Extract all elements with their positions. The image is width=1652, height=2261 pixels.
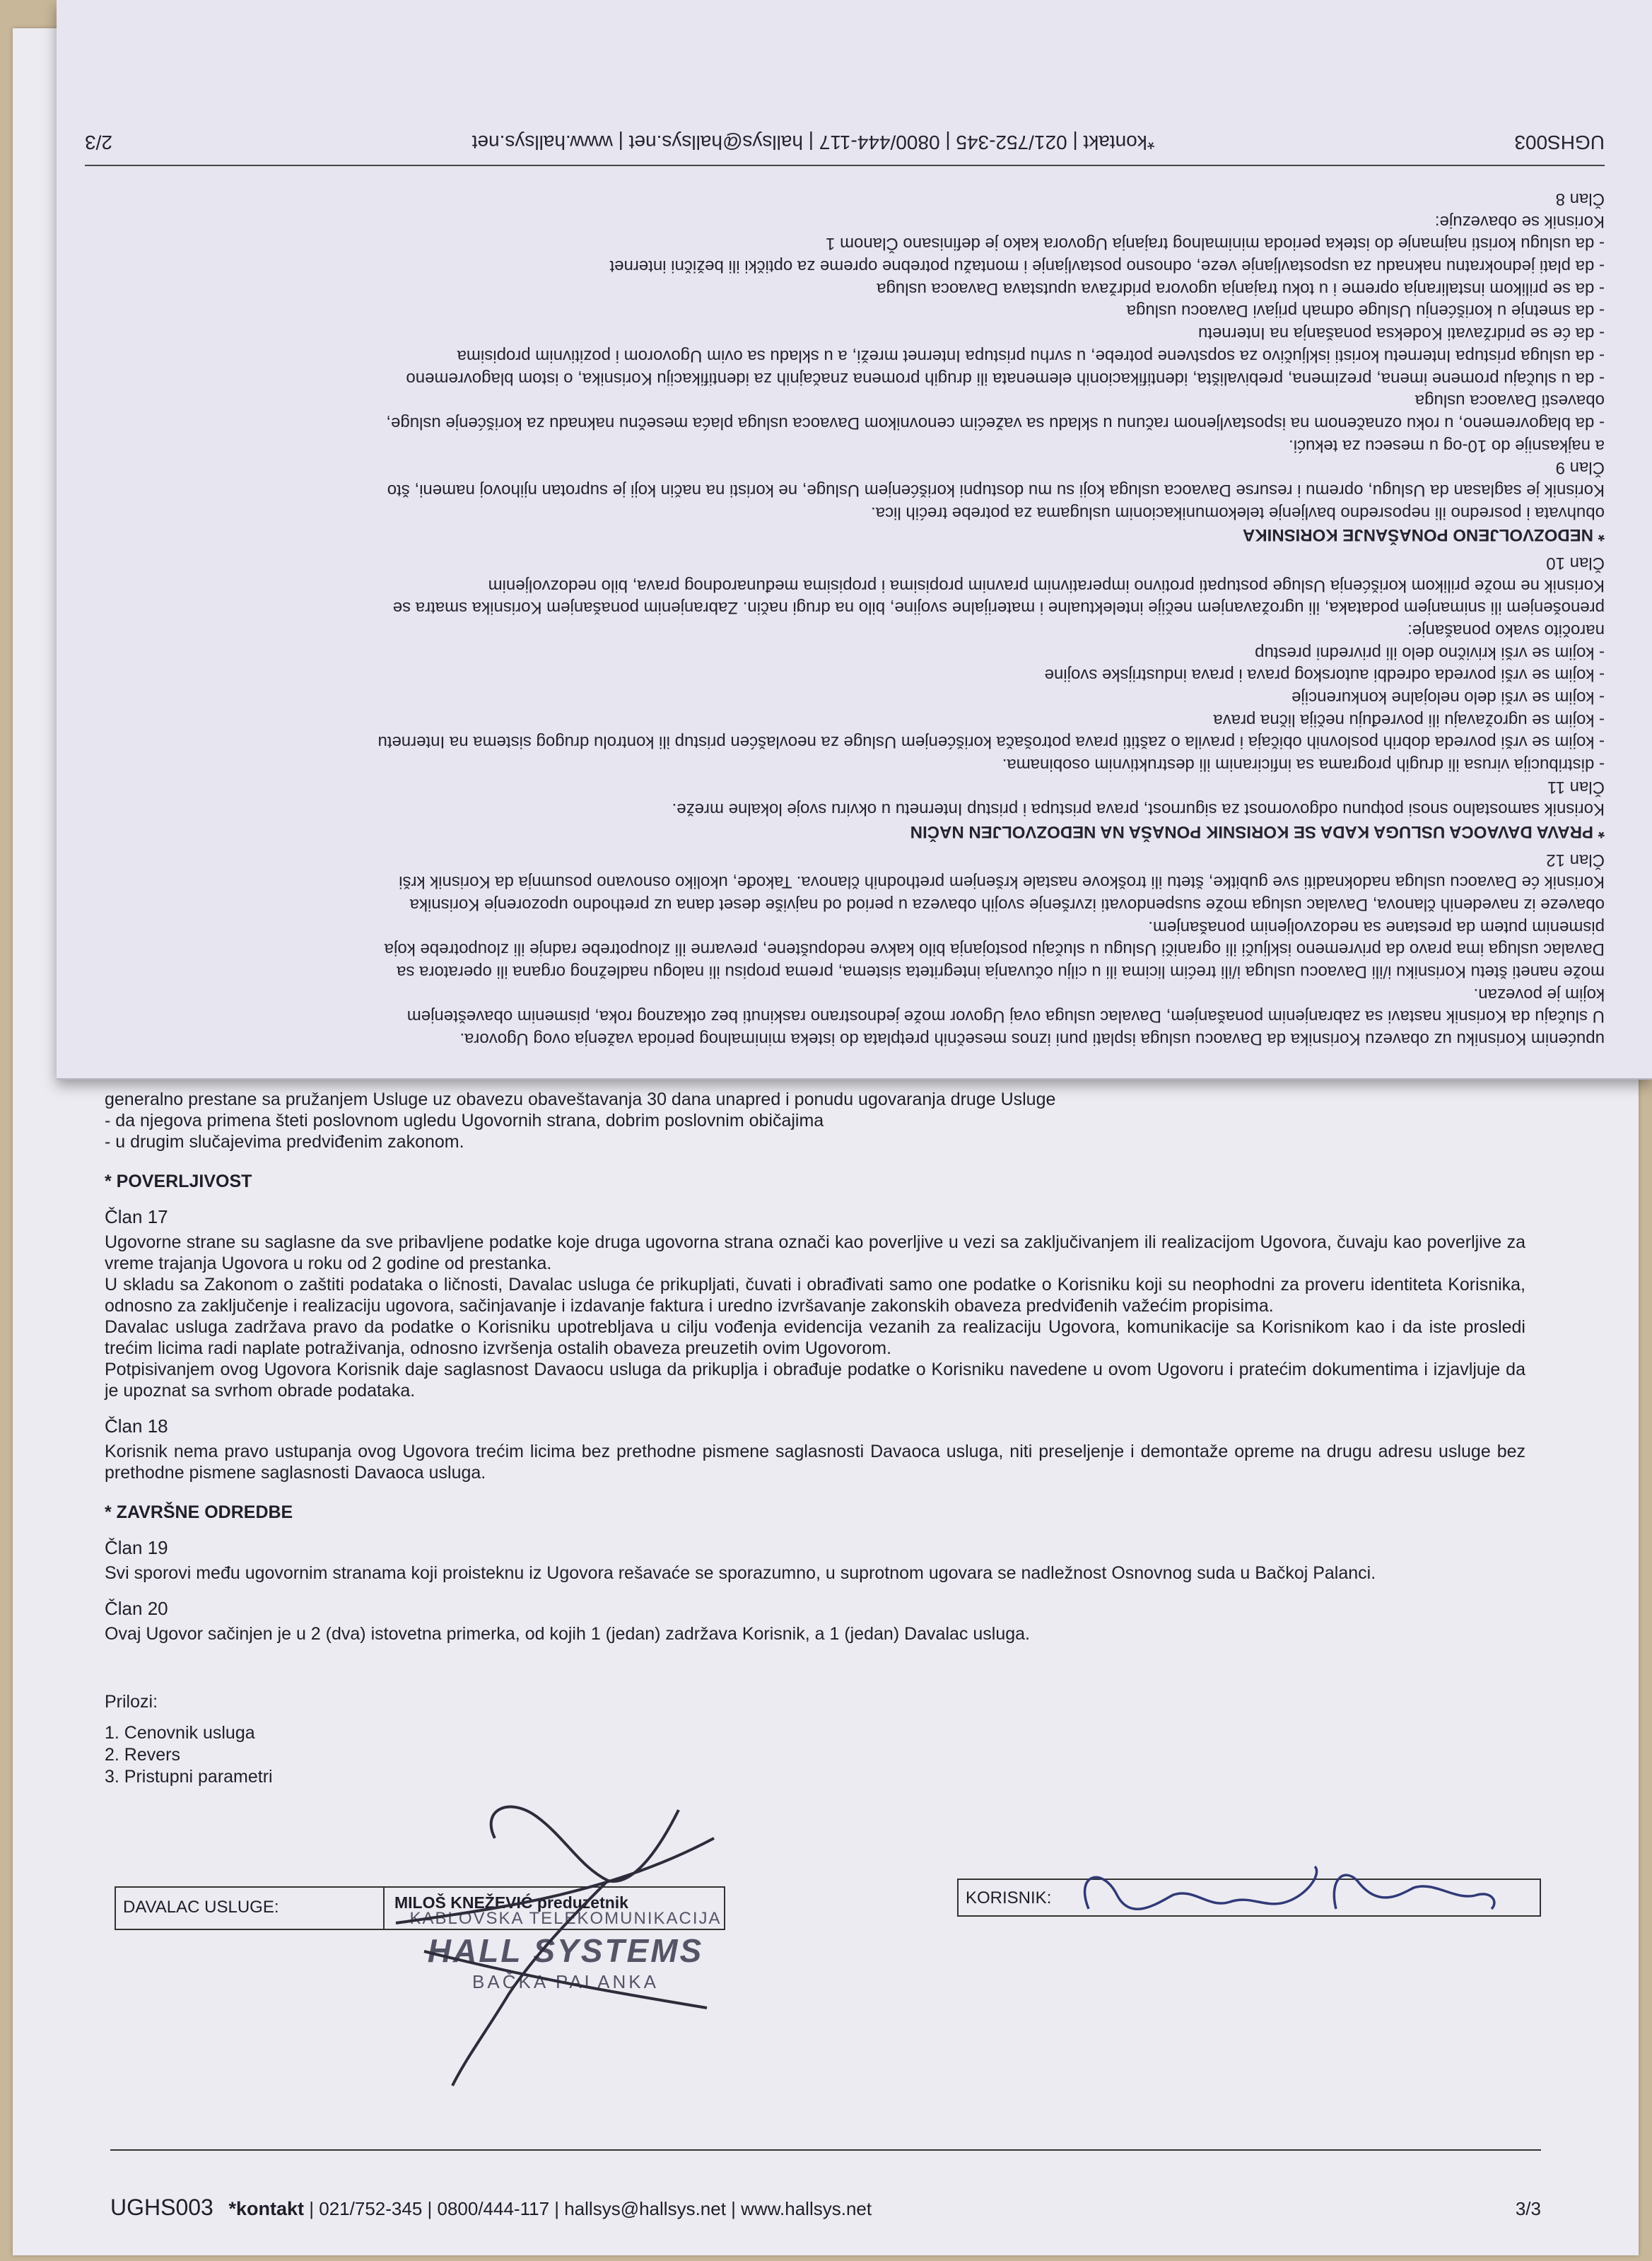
flipped-line: naročito svako ponašanje: bbox=[1407, 620, 1605, 640]
flipped-line: Član 10 bbox=[1546, 553, 1605, 573]
provider-name: MILOŠ KNEŽEVIĆ preduzetnik bbox=[394, 1893, 628, 1912]
flipped-line: Korisnik će Davaocu usluga nadoknaditi sve gubitke, štetu ili troškove nastale kršenjem prethodnih članova. Takođe, ukoliko osnovano posumnja da Korisnik krši bbox=[399, 872, 1605, 892]
flipped-line: - da se prilikom instaliranja opreme i u toku trajanja ugovora pridržava uputstava Davaoca usluga bbox=[877, 279, 1605, 298]
stamp-line-2: HALL SYSTEMS bbox=[427, 1932, 704, 1969]
upside-down-text bbox=[85, 25, 1605, 1050]
clause-label: Član 18 bbox=[105, 1415, 168, 1437]
flipped-line: - da uslugu koristi najmanje do isteka perioda minimalnog trajanja Ugovora kako je definisano Članom 1 bbox=[826, 234, 1605, 254]
flipped-line: upućenim Korisniku uz obavezu Korisnika da Davaocu usluga isplati puni iznos mesečnih pretplata do isteka minimalnog perioda važenja ovog Ugovora. bbox=[459, 1029, 1605, 1048]
flipped-line: - da će se pridržavati Kodeksa ponašanja na Internetu bbox=[1197, 324, 1605, 344]
flipped-line: * NEDOZVOLJENO PONAŠANJE KORISNIKA bbox=[1242, 525, 1605, 545]
footer-kontakt: *kontakt bbox=[228, 2198, 305, 2219]
flipped-line: kojim je povezan. bbox=[1473, 984, 1605, 1004]
flipped-line: - da smetnje u korišćenju Usluge odmah prijavi Davaocu usluga bbox=[1126, 301, 1605, 321]
sections bbox=[105, 1171, 1525, 1644]
section-title: * POVERLJIVOST bbox=[105, 1172, 252, 1191]
flipped-code: UGHS003 bbox=[1514, 132, 1605, 154]
flipped-line: U slučaju da Korisnik nastavi sa zabranjenim ponašanjem, Davalac usluga ovaj Ugovor može jednostrano raskinuti bez otkaznog roka, pismenim obaveštenjem bbox=[406, 1007, 1605, 1027]
intro-line: - u drugim slučajevima predviđenim zakonom. bbox=[105, 1132, 464, 1152]
clause-paragraph: Svi sporovi među ugovornim stranama koji proisteknu iz Ugovora rešavaće se sporazumno, u suprotnom ugovara se nadležnost Osnovnog suda u Bačkoj Palanci. bbox=[105, 1563, 1376, 1583]
flipped-line: - kojim se vrši krivično delo ili privredni prestup bbox=[1255, 643, 1605, 662]
flipped-line: - kojim se vrši povreda dobrih poslovnih običaja i pravila o zaštiti prava potrošača korišćenjem Usluge za neovlašćen pristup ili kontrolu drugog sistema na Internetu bbox=[377, 732, 1605, 752]
flipped-line: Član 11 bbox=[1547, 777, 1605, 797]
section-title: * ZAVRŠNE ODREDBE bbox=[105, 1502, 293, 1522]
flipped-line: obuhvata i posredno ili neposredno bavljenje telekomunikacionim uslugama za potrebe trećih lica. bbox=[871, 503, 1605, 522]
folded-previous-page bbox=[57, 0, 1652, 1080]
flipped-line: - kojim se ugrožavaju ili povređuju nečija lična prava bbox=[1213, 710, 1605, 730]
flipped-line: - kojim se vrši delo nelojalne konkurencije bbox=[1291, 687, 1605, 707]
flipped-contact: *kontakt | 021/752-345 | 0800/444-117 | hallsys@hallsys.net | www.hallsys.net bbox=[471, 132, 1155, 154]
flipped-line: Član 12 bbox=[1546, 850, 1605, 870]
intro-line: - da njegova primena šteti poslovnom ugledu Ugovornih strana, dobrim poslovnim običajima bbox=[105, 1111, 824, 1130]
flipped-line: - da usluga pristupa Internetu koristi isključivo za sopstvene potrebe, u svrhu pristupa Internet mreži, a u skladu sa ovim Ugovorom i pozitivnim propisima bbox=[457, 346, 1605, 366]
clause-label: Član 17 bbox=[105, 1206, 168, 1227]
flipped-line: Član 9 bbox=[1555, 458, 1605, 478]
flipped-header bbox=[85, 129, 1605, 167]
flipped-page-number: 2/3 bbox=[85, 132, 112, 154]
flipped-line: Davalac usluga ima pravo da privremeno isključi ili ograniči Uslugu u slučaju postojanja bilo kakve nedopuštene, prevarne ili zloupotrebe radnje ili zloupotrebe koja bbox=[384, 940, 1605, 959]
stamp-line-1: KABLOVSKA TELEKOMUNIKACIJA bbox=[409, 1909, 722, 1928]
flipped-line: obavesti Davaoca usluga bbox=[1414, 391, 1605, 411]
clause-paragraph: U skladu sa Zakonom o zaštiti podataka o ličnosti, Davalac usluga će prikupljati, čuvati i obrađivati samo one podatke o Korisniku koji su neophodni za proveru identiteta Korisnika, odnosno za zaključenje i realizaciju ugovora, sačinjavanje i izdavanje faktura i uredno izvršavanje zakonskih obaveza predviđenih važećim propisima. bbox=[105, 1275, 1525, 1316]
attachment-item: 1. Cenovnik usluga bbox=[105, 1723, 255, 1743]
flipped-line: * PRAVA DAVAOCA USLUGA KADA SE KORISNIK PONAŠA NA NEDOZVOLJEN NAČIN bbox=[910, 822, 1605, 841]
flipped-line: Korisnik je saglasan da Uslugu, opremu i resurse Davaoca usluga koji su mu dostupni korišćenjem Usluge, ne koristi na način koji je suprotan njihovoj nameni, što bbox=[387, 480, 1605, 500]
page-footer bbox=[110, 2149, 1541, 2221]
flipped-line: a najkasnije do 10-og u mesecu za tekući. bbox=[1289, 436, 1605, 455]
flipped-line: - kojim se vrši povreda odredbi autorskog prava i prava industrijske svojine bbox=[1044, 665, 1605, 685]
clause-paragraph: Potpisivanjem ovog Ugovora Korisnik daje saglasnost Davaocu usluga da prikuplja i obrađuje podatke o Korisniku navedene u ovom Ugovoru i pratećim dokumentima i izjavljuje da je upoznat sa svrhom obrade podataka. bbox=[105, 1360, 1525, 1401]
flipped-line: - distribucija virusa ili drugih programa sa inficiranim ili destruktivnim osobinama. bbox=[1002, 754, 1605, 774]
intro-lines bbox=[105, 1089, 1525, 1152]
footer-page-number: 3/3 bbox=[1515, 2198, 1541, 2219]
flipped-line: obaveze iz navedenih članova, Davalac usluga može suspendovati izvršenje svojih obaveza u period od najviše deset dana uz prethodno upozorenje Korisnika bbox=[409, 894, 1605, 914]
flipped-line: Korisnik samostalno snosi potpunu odgovornost za sigurnost, prava pristupa i pristup Internetu u okviru svoje lokalne mreže. bbox=[672, 800, 1605, 819]
footer-contact: | 021/752-345 | 0800/444-117 | hallsys@hallsys.net | www.hallsys.net bbox=[309, 2198, 872, 2219]
attachments-list bbox=[105, 1722, 1525, 1788]
intro-line: generalno prestane sa pružanjem Usluge uz obavezu obaveštavanja 30 dana unapred i ponudu ugovaranja druge Usluge bbox=[105, 1089, 1056, 1109]
flipped-line: - da plati jednokratnu naknadu za uspostavljanje veze, odnosno postavljanje i montažu potrebne opreme za optički ili bežični internet bbox=[609, 257, 1605, 276]
clause-paragraph: Ugovorne strane su saglasne da sve pribavljene podatke koje druga ugovorna strana označi kao poverljive u vezi sa zaključivanjem ili realizacijom Ugovora, čuvaju kao poverljive za vreme trajanja Ugovora u roku od 2 godine od prestanka. bbox=[105, 1232, 1525, 1273]
flipped-line: pismenim putem da prestane sa nedozvoljenim ponašanjem. bbox=[1148, 917, 1605, 937]
flipped-lines bbox=[85, 187, 1605, 1050]
contract-body bbox=[105, 1089, 1525, 1788]
flipped-line: Korisnik ne može prilikom korišćenja Usluge postupati protivno imperativnim pravnim propisima i propisima međunarodnog prava, bilo nedozvoljenim bbox=[488, 576, 1605, 595]
footer-code: UGHS003 bbox=[110, 2195, 213, 2220]
flipped-line: - da blagovremeno, u roku označenom na ispostavljenom računu u skladu sa važećim cenovnikom Davaoca usluga plaća mesečnu naknadu za korišćenje usluge, bbox=[386, 413, 1605, 433]
clause-paragraph: Ovaj Ugovor sačinjen je u 2 (dva) istovetna primerka, od kojih 1 (jedan) zadržava Korisnik, a 1 (jedan) Davalac usluga. bbox=[105, 1624, 1030, 1644]
attachment-item: 3. Pristupni parametri bbox=[105, 1767, 273, 1787]
attachments-title: Prilozi: bbox=[105, 1692, 158, 1712]
flipped-line: Član 8 bbox=[1555, 189, 1605, 209]
stamp-line-3: BAČKA PALANKA bbox=[472, 1971, 659, 1992]
attachment-item: 2. Revers bbox=[105, 1745, 180, 1765]
clause-paragraph: Korisnik nema pravo ustupanja ovog Ugovora trećim licima bez prethodne pismene saglasnosti Davaoca usluga, niti preseljenje i demontaže opreme na drugu adresu usluge bez prethodne pismene saglasnosti Davaoca usluga. bbox=[105, 1442, 1525, 1483]
company-stamp bbox=[382, 1909, 749, 1993]
customer-signature-box bbox=[957, 1879, 1541, 1917]
flipped-line: Korisnik se obavezuje: bbox=[1434, 211, 1605, 231]
flipped-line: - da u slučaju promene imena, prezimena, prebivališta, identifikacionih elemenata ili drugih promena značajnih za identifikaciju Korisnika, o istom blagovremeno bbox=[406, 368, 1605, 388]
customer-label: KORISNIK: bbox=[966, 1888, 1052, 1907]
flipped-line: prenošenjem ili snimanjem podataka, ili ugrožavanjem nečije intelektualne i materijalne svojine, bilo na drugi način. Zabranjenim ponašanjem Korisnika smatra se bbox=[392, 598, 1605, 618]
clause-paragraph: Davalac usluga zadržava pravo da podatke o Korisniku upotrebljava u cilju vođenja evidencija vezanih za realizaciju Ugovora, komunikacije sa Korisnikom kao i da iste prosledi trećim licima radi naplate potraživanja, odnosno izvršenja ostalih obaveza preuzetih ovim Ugovorom. bbox=[105, 1317, 1525, 1358]
flipped-line: može naneti štetu Korisniku i/ili Davaocu usluga i/ili trećim licima ili u cilju očuvanja integriteta sistema, prema propisu ili nalogu nadležnog organa ili operatora sa bbox=[397, 962, 1605, 981]
clause-label: Član 20 bbox=[105, 1598, 168, 1619]
provider-label: DAVALAC USLUGE: bbox=[116, 1888, 385, 1929]
clause-label: Član 19 bbox=[105, 1537, 168, 1558]
